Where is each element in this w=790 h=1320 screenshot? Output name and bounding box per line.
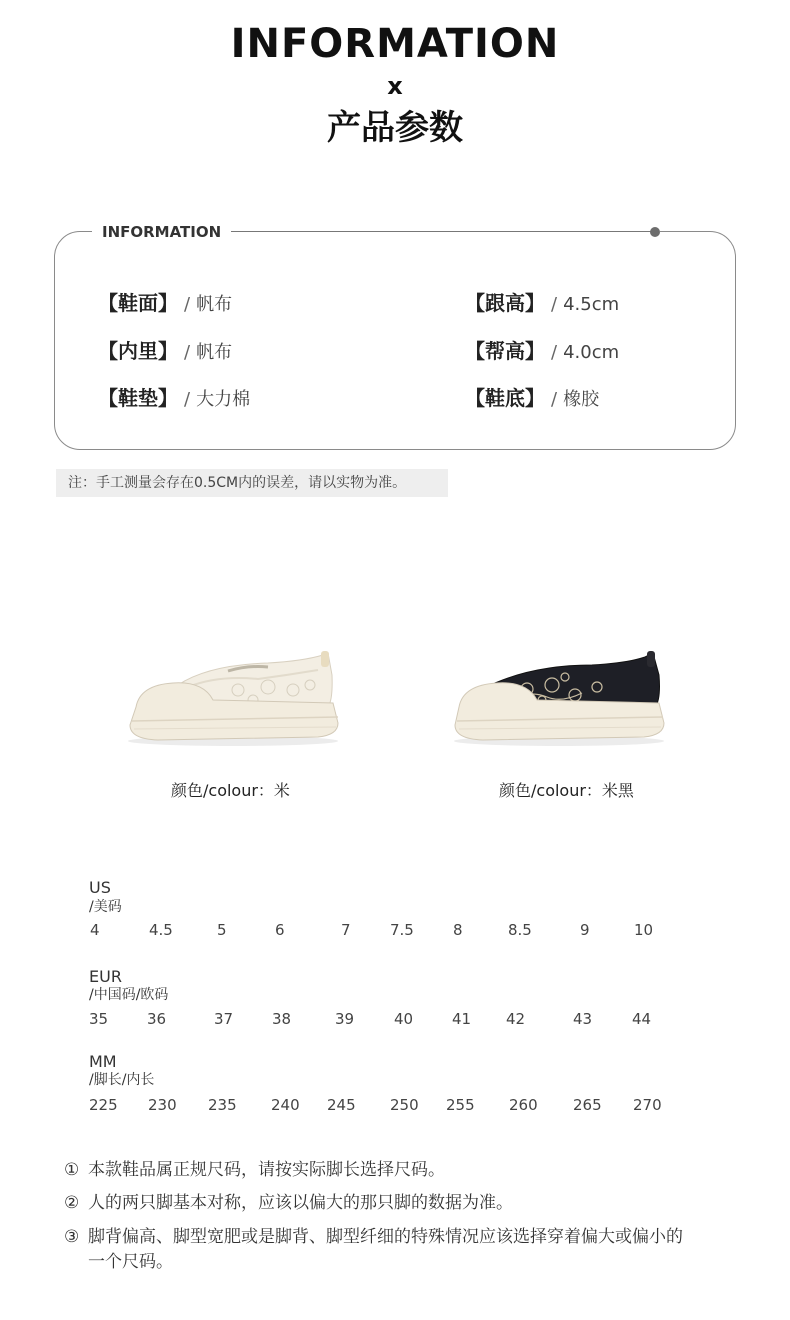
size-cell: 44 [632, 1010, 652, 1028]
size-cell: 43 [573, 1010, 593, 1028]
size-cell: 260 [509, 1096, 538, 1114]
spec-shaft-height [465, 338, 619, 366]
tip-number: ② [64, 1193, 80, 1213]
size-eur-title: EUR [89, 967, 122, 986]
spec-key: 【鞋垫】 [98, 386, 178, 410]
spec-key: 【帮高】 [465, 339, 545, 363]
size-cell: 4 [90, 921, 100, 939]
colour-label-beige: 颜色/colour：米 [171, 781, 290, 800]
size-cell: 38 [272, 1010, 292, 1028]
size-cell: 7 [341, 921, 351, 939]
spec-sep: / [184, 389, 191, 410]
spec-sole [465, 385, 599, 413]
size-cell: 35 [89, 1010, 109, 1028]
spec-value: 帆布 [196, 294, 233, 315]
size-cell: 8 [453, 921, 463, 939]
page-title: INFORMATION [230, 21, 560, 67]
size-cell: 8.5 [508, 921, 532, 939]
page-subtitle: 产品参数 [327, 108, 463, 148]
size-mm-subtitle: /脚长/内长 [89, 1072, 155, 1088]
spec-lining [98, 338, 232, 366]
size-cell: 9 [580, 921, 590, 939]
tip-number: ③ [64, 1227, 80, 1247]
spec-value: 橡胶 [563, 389, 600, 410]
spec-sep: / [184, 294, 191, 315]
size-cell: 42 [506, 1010, 526, 1028]
tip-number: ① [64, 1160, 80, 1180]
size-us-row [0, 920, 790, 940]
panel-divider-line [230, 231, 655, 232]
size-eur-row [0, 1009, 790, 1029]
size-cell: 40 [394, 1010, 414, 1028]
colour-label-beige-black: 颜色/colour：米黑 [499, 781, 634, 800]
size-eur-subtitle: /中国码/欧码 [89, 987, 169, 1003]
size-cell: 37 [214, 1010, 234, 1028]
spec-sep: / [551, 389, 558, 410]
size-tip-3-continued: 一个尺码。 [88, 1252, 173, 1272]
size-cell: 4.5 [149, 921, 173, 939]
size-cell: 6 [275, 921, 285, 939]
size-cell: 245 [327, 1096, 356, 1114]
beige-shoe-image [118, 645, 343, 750]
size-cell: 36 [147, 1010, 167, 1028]
spec-value: 大力棉 [196, 389, 251, 410]
spec-key: 【鞋面】 [98, 291, 178, 315]
spec-value: 帆布 [196, 342, 233, 363]
spec-value: 4.5cm [563, 294, 620, 315]
size-cell: 270 [633, 1096, 662, 1114]
spec-key: 【跟高】 [465, 291, 545, 315]
size-us-title: US [89, 878, 111, 897]
measurement-note: 注：手工测量会存在0.5CM内的误差，请以实物为准。 [56, 469, 448, 497]
size-cell: 10 [634, 921, 654, 939]
spec-sep: / [184, 342, 191, 363]
size-cell: 7.5 [390, 921, 414, 939]
size-cell: 41 [452, 1010, 472, 1028]
panel-dot [650, 227, 660, 237]
size-cell: 240 [271, 1096, 300, 1114]
spec-heel-height [465, 290, 619, 318]
spec-insole [98, 385, 250, 413]
size-cell: 255 [446, 1096, 475, 1114]
size-cell: 265 [573, 1096, 602, 1114]
spec-upper [98, 290, 232, 318]
size-cell: 230 [148, 1096, 177, 1114]
black-shoe-image [447, 645, 672, 750]
size-tip-1 [64, 1158, 445, 1183]
title-cross: x [387, 72, 403, 100]
size-mm-row [0, 1095, 790, 1115]
spec-value: 4.0cm [563, 342, 620, 363]
size-tip-3 [64, 1225, 683, 1250]
spec-sep: / [551, 294, 558, 315]
size-cell: 225 [89, 1096, 118, 1114]
size-cell: 5 [217, 921, 227, 939]
size-cell: 235 [208, 1096, 237, 1114]
size-cell: 39 [335, 1010, 355, 1028]
size-us-subtitle: /美码 [89, 899, 122, 915]
size-tip-2 [64, 1191, 513, 1216]
panel-label: INFORMATION [92, 222, 231, 242]
spec-key: 【鞋底】 [465, 386, 545, 410]
tip-text: 脚背偏高、脚型宽肥或是脚背、脚型纤细的特殊情况应该选择穿着偏大或偏小的 [88, 1227, 683, 1247]
size-cell: 250 [390, 1096, 419, 1114]
size-mm-title: MM [89, 1052, 117, 1071]
tip-text: 本款鞋品属正规尺码，请按实际脚长选择尺码。 [88, 1160, 445, 1180]
tip-text: 人的两只脚基本对称，应该以偏大的那只脚的数据为准。 [88, 1193, 513, 1213]
spec-key: 【内里】 [98, 339, 178, 363]
spec-sep: / [551, 342, 558, 363]
